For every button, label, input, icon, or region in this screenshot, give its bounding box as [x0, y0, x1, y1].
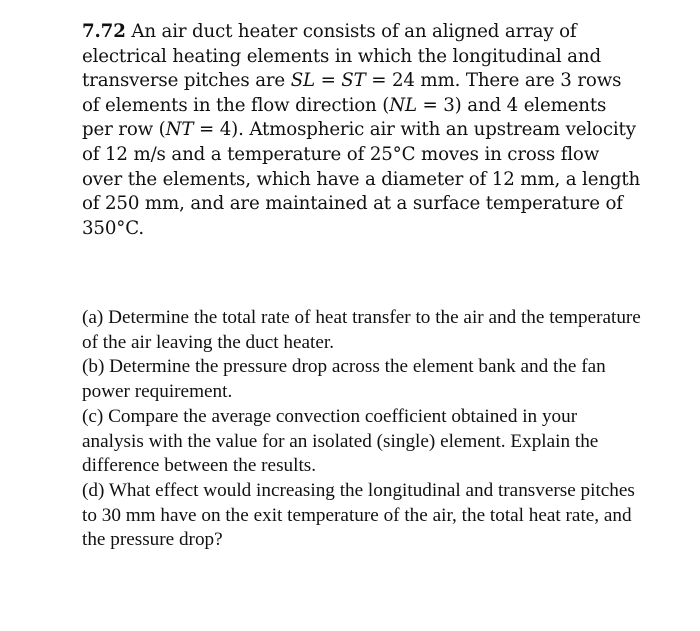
problem-text-2: =	[314, 70, 342, 92]
part-d: (d) What effect would increasing the longitudinal and transverse pitches to 30 mm have on the exit temperature of the air, the total heat rate, and the pressure drop?	[82, 479, 635, 551]
problem-number: 7.72	[82, 21, 126, 42]
problem-text-3: = 24 mm. There are 3 rows of elements in the flow direction (	[82, 70, 622, 116]
part-a: (a) Determine the total rate of heat transfer to the air and the temperature of the air leaving the duct heater.	[82, 307, 641, 353]
st-variable: ST	[341, 70, 366, 92]
nl-variable: NL	[389, 94, 417, 116]
problem-text-5: = 4). Atmospheric air with an upstream velocity of 12 m/s and a temperature of 25°C moves in cross flow over the elements, which have a diameter of 12 mm, a length of 250 mm, and are maintained at a surface temperature of 350°C.	[82, 119, 641, 239]
question-parts	[82, 306, 642, 553]
nt-variable: NT	[165, 119, 194, 141]
problem-statement	[82, 20, 642, 241]
part-b: (b) Determine the pressure drop across the element bank and the fan power requirement.	[82, 356, 606, 403]
problem-text-1: An air duct heater consists of an aligned array of electrical heating elements in which the longitudinal and transverse pitches are	[82, 21, 601, 92]
sl-variable: SL	[290, 70, 315, 92]
part-c: (c) Compare the average convection coefficient obtained in your analysis with the value for an isolated (single) element. Explain the difference between the results.	[82, 405, 599, 477]
problem-text-4: = 3) and 4 elements per row (	[82, 94, 607, 141]
